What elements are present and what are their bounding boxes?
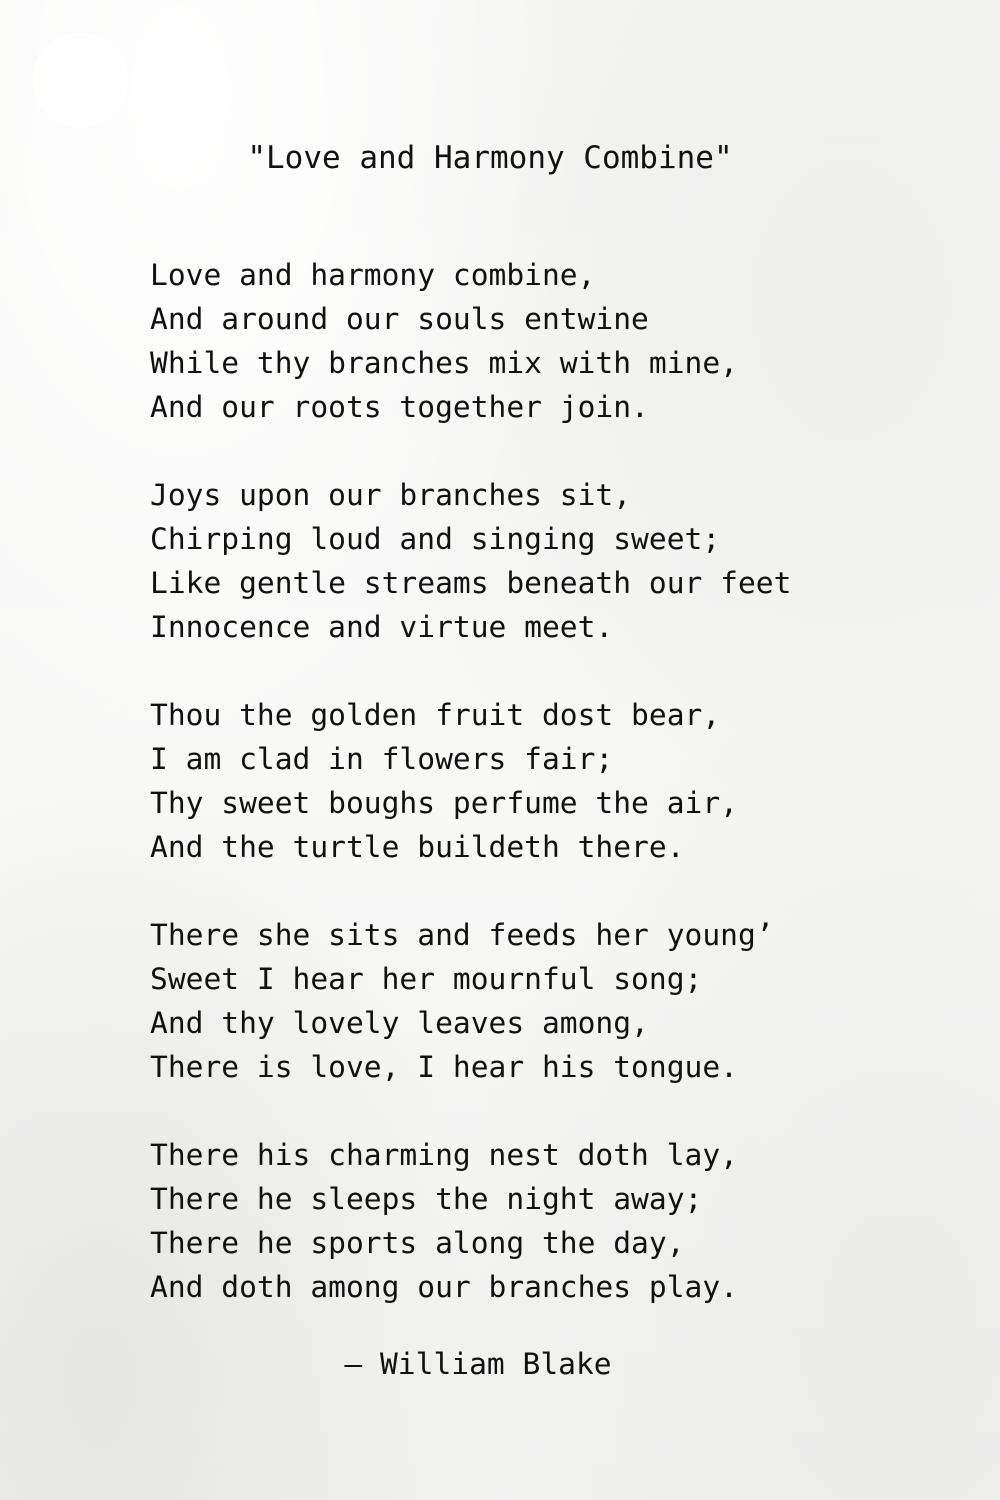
poem-author: — William Blake — [344, 1347, 612, 1381]
stanza — [150, 693, 950, 869]
poem-line: There he sleeps the night away; — [150, 1182, 703, 1216]
poem-line: Thy sweet boughs perfume the air, — [150, 786, 738, 820]
poem-line: Like gentle streams beneath our feet — [150, 566, 792, 600]
poem-line: Sweet I hear her mournful song; — [150, 962, 703, 996]
poem-line: And doth among our branches play. — [150, 1270, 738, 1304]
poem-line: And thy lovely leaves among, — [150, 1006, 649, 1040]
poem-line: I am clad in flowers fair; — [150, 742, 614, 776]
poem-line: Love and harmony combine, — [150, 258, 596, 292]
poem-line: There she sits and feeds her young’ — [150, 918, 774, 952]
poem-body — [150, 253, 950, 1353]
poem-line: Thou the golden fruit dost bear, — [150, 698, 721, 732]
poem-line: While thy branches mix with mine, — [150, 346, 738, 380]
poem-line: There he sports along the day, — [150, 1226, 685, 1260]
stanza — [150, 253, 950, 429]
stanza — [150, 1133, 950, 1309]
poem-line: And around our souls entwine — [150, 302, 649, 336]
stanza — [150, 913, 950, 1089]
poem-line: And our roots together join. — [150, 390, 649, 424]
poem-line: Chirping loud and singing sweet; — [150, 522, 721, 556]
flower-watermark-icon — [30, 30, 130, 130]
poem-title: "Love and Harmony Combine" — [247, 140, 733, 176]
poem-line: And the turtle buildeth there. — [150, 830, 685, 864]
poem-line: Innocence and virtue meet. — [150, 610, 614, 644]
stanza — [150, 473, 950, 649]
poem-line: There is love, I hear his tongue. — [150, 1050, 738, 1084]
poem-line: Joys upon our branches sit, — [150, 478, 632, 512]
poem-line: There his charming nest doth lay, — [150, 1138, 738, 1172]
